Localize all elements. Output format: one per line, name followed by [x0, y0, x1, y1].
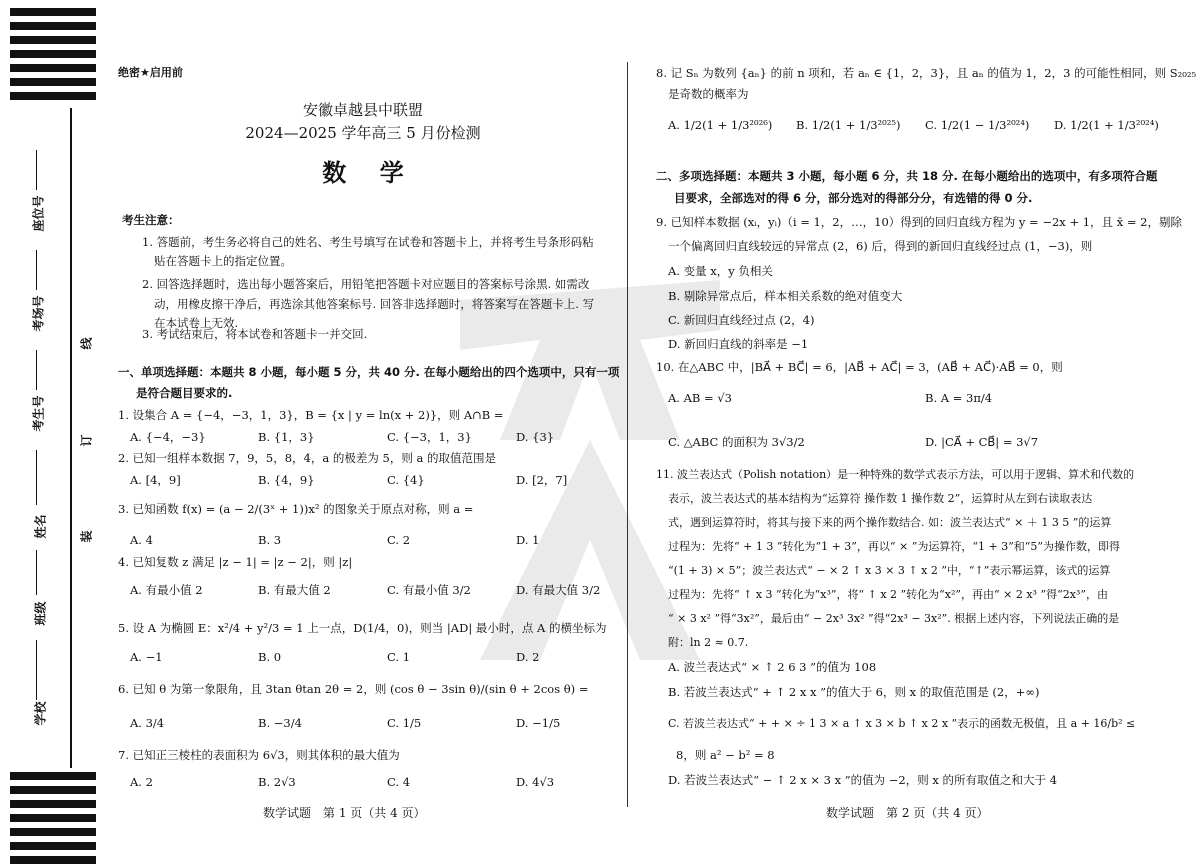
q4-option-c: C. 有最小值 3/2	[387, 583, 471, 597]
q6-option-b: B. −3/4	[258, 716, 302, 730]
q5-option-b: B. 0	[258, 650, 282, 664]
q9-option-a: A. 变量 x，y 负相关	[668, 264, 773, 278]
question-8-cont: 是奇数的概率为	[668, 87, 749, 101]
page-1-footer: 数学试题 第 1 页（共 4 页）	[263, 806, 426, 820]
q7-option-b: B. 2√3	[258, 775, 296, 789]
question-8: 8. 记 Sₙ 为数列 {aₙ} 的前 n 项和，若 aₙ ∈ {1，2，3}，且 aₙ 的值为 1，2，3 的可能性相同，则 S₂₀₂₅	[656, 66, 1197, 80]
binding-bar	[10, 92, 96, 100]
seat-number-label: 座位号	[31, 195, 46, 232]
q11-option-a: A. 波兰表达式“ × ↑ 2 6 3 ”的值为 108	[668, 660, 877, 674]
q2-option-b: B. {4，9}	[258, 473, 315, 487]
q1-option-b: B. {1，3}	[258, 430, 315, 444]
q3-option-d: D. 1	[516, 533, 540, 547]
q11-option-c: C. 若波兰表达式“ + + × ÷ 1 3 × a ↑ x 3 × b ↑ x 2 x ”表示的函数无极值，且 a + 16/b² ≤	[668, 717, 1136, 730]
section-2-heading: 二、多项选择题：本题共 3 小题，每小题 6 分，共 18 分. 在每小题给出的选项中，有多项符合题	[656, 169, 1158, 183]
candidate-number-label: 考生号	[31, 395, 46, 432]
q8-option-a: A. 1/2(1 + 1/3²⁰²⁶)	[668, 118, 773, 132]
name-label: 姓名	[33, 514, 48, 539]
question-11-line: 过程为：先将“ ↑ x 3 ”转化为“x³”，将“ ↑ x 2 ”转化为“x²”，再由“ × 2 x³ ”得“2x³”，由	[668, 588, 1108, 601]
question-7: 7. 已知正三棱柱的表面积为 6√3，则其体积的最大值为	[118, 748, 400, 762]
binding-bar	[10, 772, 96, 780]
question-9-cont: 一个偏离回归直线较远的异常点 (2，6) 后，得到的新回归直线经过点 (1，−3)，则	[668, 239, 1093, 253]
binding-bar	[10, 50, 96, 58]
question-11-line: 过程为：先将“ + 1 3 ”转化为“1 + 3”，再以“ × ”为运算符，“1 + 3”和“5”为操作数，即得	[668, 540, 1121, 553]
q10-option-a: A. AB = √3	[668, 391, 732, 405]
q8-option-c: C. 1/2(1 − 1/3²⁰²⁴)	[925, 118, 1030, 132]
bind-mark: 装	[79, 530, 94, 543]
q9-option-b: B. 剔除异常点后，样本相关系数的绝对值变大	[668, 289, 903, 303]
question-6: 6. 已知 θ 为第一象限角，且 3tan θtan 2θ = 2，则 (cos θ − 3sin θ)/(sin θ + 2cos θ) =	[118, 682, 589, 696]
staple-mark: 订	[79, 434, 94, 447]
notice-line: 1. 答题前，考生务必将自己的姓名、考生号填写在试卷和答题卡上，并将考生号条形码粘	[142, 235, 594, 249]
question-11-line: 式，遇到运算符时，将其与接下来的两个操作数结合. 如：波兰表达式“ × ＋ 1 3 5 ”的运算	[668, 516, 1112, 529]
q4-option-a: A. 有最小值 2	[130, 583, 203, 597]
question-11-line: 附：ln 2 ≈ 0.7.	[668, 636, 749, 649]
question-2: 2. 已知一组样本数据 7，9，5，8，4，a 的极差为 5，则 a 的取值范围是	[118, 451, 497, 465]
q6-option-c: C. 1/5	[387, 716, 422, 730]
q11-option-c-cont: 8，则 a² − b² = 8	[676, 748, 775, 762]
binding-bar	[10, 786, 96, 794]
binding-bar	[10, 64, 96, 72]
page-divider	[627, 62, 628, 807]
q7-option-c: C. 4	[387, 775, 411, 789]
q11-option-b: B. 若波兰表达式“ + ↑ 2 x x ”的值大于 6，则 x 的取值范围是 (2，+∞)	[668, 685, 1040, 699]
question-11: 11. 波兰表达式（Polish notation）是一种特殊的数学式表示方法，可以用于逻辑、算术和代数的	[656, 468, 1135, 481]
q2-option-a: A. [4，9]	[130, 473, 181, 487]
binding-bar	[10, 78, 96, 86]
q10-option-d: D. |CA⃗ + CB⃗| = 3√7	[925, 435, 1039, 449]
exam-title: 2024—2025 学年高三 5 月份检测	[245, 124, 481, 142]
question-1: 1. 设集合 A = {−4，−3，1，3}，B = {x | y = ln(x + 2)}，则 A∩B =	[118, 408, 504, 422]
secret-label: 绝密★启用前	[118, 66, 183, 79]
alliance-title: 安徽卓越县中联盟	[302, 101, 423, 119]
q7-option-a: A. 2	[130, 775, 153, 789]
binding-bar	[10, 36, 96, 44]
q6-option-a: A. 3/4	[130, 716, 165, 730]
question-9: 9. 已知样本数据 (xᵢ，yᵢ)（i = 1，2，…，10）得到的回归直线方程为 y = −2x + 1，且 x̄ = 2，剔除	[656, 215, 1182, 229]
question-11-line: 表示，波兰表达式的基本结构为“运算符 操作数 1 操作数 2”，运算时从左到右读取表达	[668, 492, 1093, 505]
line-mark: 线	[79, 337, 94, 350]
q4-option-b: B. 有最大值 2	[258, 583, 331, 597]
q10-option-c: C. △ABC 的面积为 3√3/2	[668, 435, 805, 449]
binding-bar	[10, 842, 96, 850]
q7-option-d: D. 4√3	[516, 775, 555, 789]
question-10: 10. 在△ABC 中，|BA⃗ + BC⃗| = 6，|AB⃗ + AC⃗| = 3，(AB⃗ + AC⃗)·AB⃗ = 0，则	[656, 360, 1063, 374]
binding-bar	[10, 814, 96, 822]
school-label: 学校	[33, 701, 48, 726]
section-1-heading: 一、单项选择题：本题共 8 小题，每小题 5 分，共 40 分. 在每小题给出的四个选项中，只有一项	[118, 365, 620, 379]
question-4: 4. 已知复数 z 满足 |z − 1| = |z − 2|，则 |z|	[118, 555, 353, 569]
q8-option-d: D. 1/2(1 + 1/3²⁰²⁴)	[1054, 118, 1159, 132]
q3-option-a: A. 4	[130, 533, 153, 547]
binding-bar	[10, 8, 96, 16]
q5-option-a: A. −1	[130, 650, 163, 664]
notice-line: 动，用橡皮擦干净后，再选涂其他答案标号. 回答非选择题时，将答案写在答题卡上. 写	[154, 297, 595, 311]
section-1-heading-cont: 是符合题目要求的.	[136, 386, 233, 400]
q1-option-a: A. {−4，−3}	[130, 430, 206, 444]
question-5: 5. 设 A 为椭圆 E：x²/4 + y²/3 = 1 上一点，D(1/4，0)，则当 |AD| 最小时，点 A 的横坐标为	[118, 621, 607, 635]
binding-bar	[10, 22, 96, 30]
q2-option-c: C. {4}	[387, 473, 425, 487]
room-number-label: 考场号	[31, 295, 46, 332]
page-2-footer: 数学试题 第 2 页（共 4 页）	[826, 806, 989, 820]
q10-option-b: B. A = 3π/4	[925, 391, 993, 405]
binding-bar	[10, 828, 96, 836]
notice-line: 在本试卷上无效.	[154, 316, 239, 330]
binding-bar	[10, 856, 96, 864]
q5-option-c: C. 1	[387, 650, 411, 664]
notice-line: 3. 考试结束后，将本试卷和答题卡一并交回.	[142, 327, 368, 341]
q8-option-b: B. 1/2(1 + 1/3²⁰²⁵)	[796, 118, 901, 132]
q11-option-d: D. 若波兰表达式“ − ↑ 2 x × 3 x ”的值为 −2，则 x 的所有取值之和大于 4	[668, 773, 1058, 787]
notice-line: 贴在答题卡上的指定位置。	[154, 254, 292, 268]
q1-option-d: D. {3}	[516, 430, 555, 444]
notice-title: 考生注意：	[122, 213, 180, 227]
q9-option-d: D. 新回归直线的斜率是 −1	[668, 337, 809, 351]
q2-option-d: D. [2，7]	[516, 473, 568, 487]
binding-bar	[10, 800, 96, 808]
binding-strip	[0, 0, 100, 868]
class-label: 班级	[33, 601, 48, 626]
q3-option-b: B. 3	[258, 533, 282, 547]
q9-option-c: C. 新回归直线经过点 (2，4)	[668, 313, 815, 327]
question-11-line: “ × 3 x² ”得“3x²”，最后由“ − 2x³ 3x² ”得“2x³ − 3x²”. 根据上述内容，下列说法正确的是	[668, 612, 1120, 625]
question-11-line: “(1 + 3) × 5”；波兰表达式“ − × 2 ↑ x 3 × 3 ↑ x 2 ”中，“↑”表示幂运算，该式的运算	[668, 564, 1111, 577]
notice-line: 2. 回答选择题时，选出每小题答案后，用铅笔把答题卡对应题目的答案标号涂黑. 如需改	[142, 277, 590, 291]
subject-title: 数 学	[322, 159, 404, 187]
section-2-heading-cont: 目要求，全部选对的得 6 分，部分选对的得部分分，有选错的得 0 分.	[674, 191, 1033, 205]
q1-option-c: C. {−3，1，3}	[387, 430, 472, 444]
cut-line	[70, 108, 72, 768]
question-3: 3. 已知函数 f(x) = (a − 2/(3ˣ + 1))x² 的图象关于原点对称，则 a =	[118, 502, 474, 516]
q3-option-c: C. 2	[387, 533, 411, 547]
q6-option-d: D. −1/5	[516, 716, 561, 730]
q5-option-d: D. 2	[516, 650, 540, 664]
q4-option-d: D. 有最大值 3/2	[516, 583, 601, 597]
